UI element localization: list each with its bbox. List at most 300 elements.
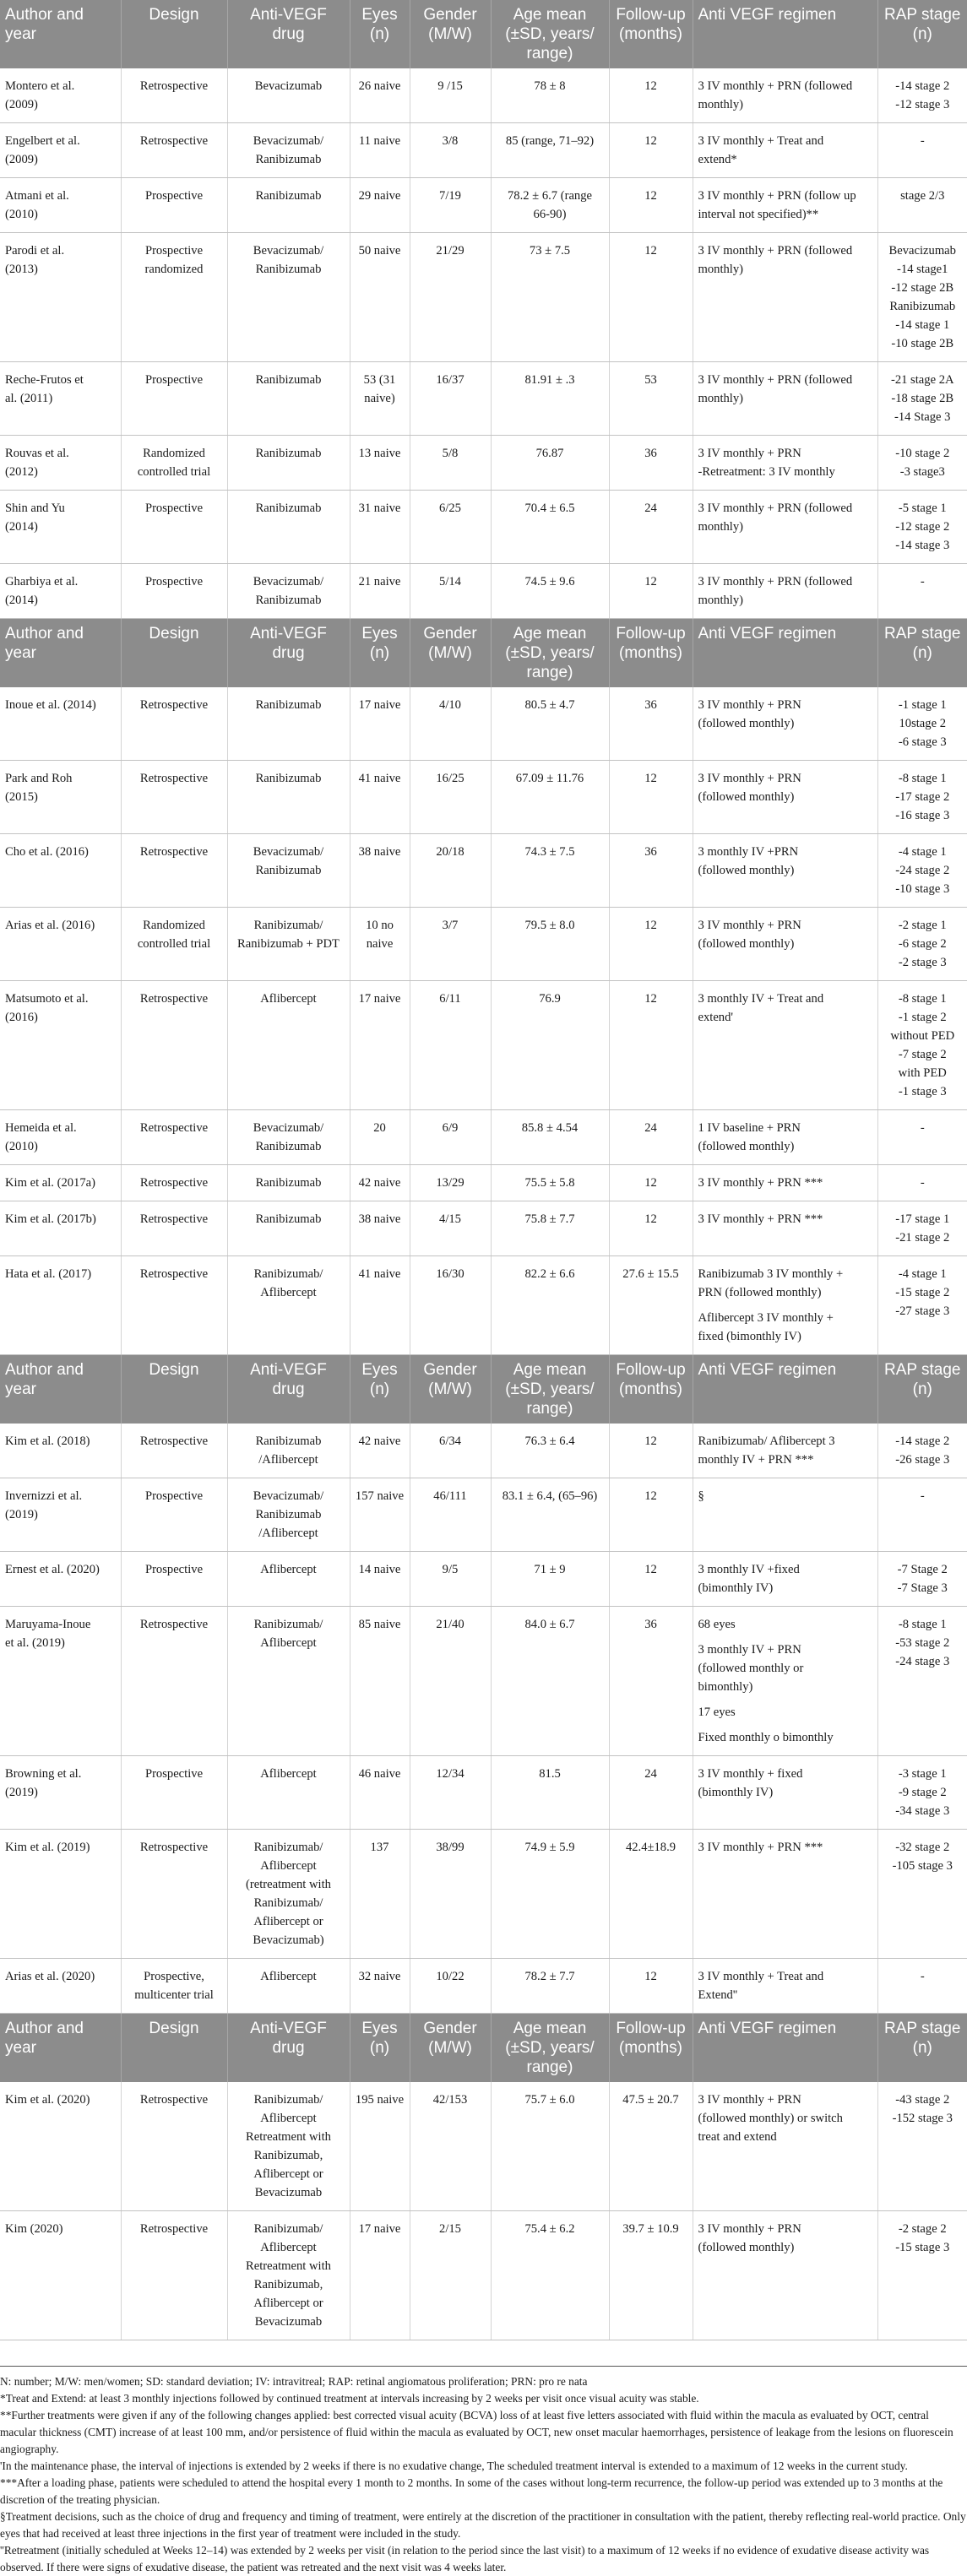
cell-anti-vegf-drug [227, 1424, 350, 1478]
cell-text: 3 IV monthly + PRN (follow up [698, 189, 856, 203]
cell-follow-up [609, 436, 693, 491]
cell-text: Prospective [144, 244, 204, 258]
cell-text: 81.91 ± .3 [524, 373, 575, 387]
cell-anti-vegf-drug [227, 1959, 350, 2014]
cell-text: -2 stage 1 [898, 919, 947, 932]
cell-design [121, 1756, 227, 1830]
cell-age-mean [491, 2211, 609, 2340]
cell-text: -9 stage 2 [898, 1786, 947, 1799]
cell-text: 36 [644, 447, 657, 460]
cell-follow-up [609, 564, 693, 619]
cell-text: Ranibizumab 3 IV monthly + [698, 1267, 844, 1281]
cell-design [121, 1424, 227, 1478]
column-header-follow-up: Follow-up (months) [609, 619, 693, 688]
cell-text: 32 naive [358, 1970, 401, 1983]
cell-follow-up [609, 1424, 693, 1478]
cell-eyes [350, 68, 410, 123]
cell-text: 82.2 ± 6.6 [524, 1267, 575, 1281]
cell-text: - [920, 1970, 925, 1983]
table-row [0, 1201, 967, 1256]
cell-text: 3 monthly IV +fixed [698, 1563, 800, 1576]
cell-text: -12 stage 2 [895, 520, 950, 534]
table-row [0, 436, 967, 491]
cell-eyes [350, 233, 410, 362]
cell-text: 16/37 [436, 373, 464, 387]
cell-text: Retrospective [139, 772, 209, 785]
cell-text: Ranibizumab/ [253, 919, 323, 932]
column-header-design: Design [121, 1355, 227, 1424]
cell-text: -10 stage 3 [895, 882, 950, 896]
cell-anti-vegf-regimen [693, 362, 877, 436]
cell-text: 9 /15 [437, 79, 463, 93]
cell-text: -8 stage 1 [898, 772, 947, 785]
cell-eyes [350, 1478, 410, 1552]
cell-text: 3/7 [442, 919, 459, 932]
cell-text: 4/10 [439, 698, 461, 712]
cell-text: Kim et al. (2017a) [5, 1176, 95, 1190]
cell-rap-stage [877, 1256, 967, 1355]
cell-anti-vegf-regimen [693, 1201, 877, 1256]
cell-text: 3 IV monthly + PRN (followed [698, 79, 853, 93]
column-header-follow-up: Follow-up (months) [609, 0, 693, 68]
cell-age-mean [491, 178, 609, 233]
cell-design [121, 1256, 227, 1355]
cell-text: without PED [890, 1029, 955, 1043]
cell-text: Ranibizumab/ Aflibercept 3 [698, 1434, 835, 1448]
cell-text: with PED [898, 1066, 947, 1080]
cell-follow-up [609, 123, 693, 178]
cell-text: (retreatment with [246, 1878, 331, 1891]
cell-text: Fixed monthly o bimonthly [698, 1731, 834, 1744]
cell-text: -2 stage 3 [898, 956, 947, 969]
cell-text: Prospective [144, 1767, 204, 1781]
cell-rap-stage [877, 362, 967, 436]
cell-text: 74.3 ± 7.5 [524, 845, 575, 859]
cell-text: 24 [644, 1121, 657, 1135]
column-header-age-mean: Age mean (±SD, years/ range) [491, 0, 609, 68]
table-row [0, 233, 967, 362]
column-header-rap-stage: RAP stage (n) [877, 2014, 967, 2083]
column-header-rap-stage: RAP stage (n) [877, 619, 967, 688]
cell-text: Atmani et al. [5, 189, 69, 203]
cell-anti-vegf-regimen [693, 564, 877, 619]
cell-text: 17 eyes [698, 1706, 736, 1719]
cell-author-year [0, 2211, 121, 2340]
cell-follow-up [609, 233, 693, 362]
cell-text: Prospective [144, 502, 204, 515]
cell-text: Ranibizumab [889, 300, 956, 313]
cell-text: Retrospective [139, 1176, 209, 1190]
cell-design [121, 981, 227, 1110]
cell-text: Prospective [144, 1489, 204, 1503]
cell-text: 3 IV monthly + PRN *** [698, 1176, 823, 1190]
cell-design [121, 1478, 227, 1552]
cell-author-year [0, 1256, 121, 1355]
cell-text: 21/40 [436, 1618, 464, 1631]
cell-text: Bevacizumab [254, 2186, 323, 2199]
cell-text: 75.4 ± 6.2 [524, 2222, 575, 2236]
cell-text: 195 naive [355, 2093, 405, 2107]
cell-anti-vegf-drug [227, 2211, 350, 2340]
cell-text: Aflibercept or [253, 2167, 323, 2181]
column-header-eyes: Eyes (n) [350, 1355, 410, 1424]
cell-text: 13/29 [436, 1176, 464, 1190]
cell-text: 12 [644, 992, 657, 1006]
cell-gender [410, 834, 491, 908]
cell-eyes [350, 687, 410, 761]
cell-text: 137 [370, 1841, 389, 1854]
cell-follow-up [609, 178, 693, 233]
table-row [0, 1165, 967, 1201]
cell-anti-vegf-drug [227, 123, 350, 178]
cell-anti-vegf-drug [227, 834, 350, 908]
cell-eyes [350, 491, 410, 564]
cell-text: naive) [364, 392, 395, 405]
table-row [0, 908, 967, 981]
cell-author-year [0, 233, 121, 362]
column-header-author-year: Author and year [0, 1355, 121, 1424]
cell-text: Retrospective [139, 1841, 209, 1854]
cell-anti-vegf-drug [227, 1830, 350, 1959]
cell-text: -12 stage 2B [891, 281, 954, 295]
cell-text: 68 eyes [698, 1618, 736, 1631]
cell-design [121, 1830, 227, 1959]
cell-text: extend' [698, 1011, 734, 1024]
column-header-follow-up: Follow-up (months) [609, 1355, 693, 1424]
cell-text: (2010) [5, 1140, 38, 1153]
footnote: ''Retreatment (initially scheduled at Weeks 12–14) was extended by 2 weeks per visit (in relation to the period since the last visit) to a maximum of 12 weeks if no evidence of exudative disease activity was observed. If there were signs of exudative disease, the patient was retreated and the next visit was 4 weeks later. [0, 2544, 930, 2573]
cell-text: 3 IV monthly + PRN [698, 919, 801, 932]
cell-text: Retrospective [139, 1267, 209, 1281]
cell-gender [410, 2082, 491, 2211]
cell-text: 3/8 [442, 134, 459, 148]
cell-follow-up [609, 1201, 693, 1256]
cell-text: Retreatment with [246, 2130, 331, 2144]
cell-text: 12 [644, 575, 657, 588]
cell-text: -4 stage 1 [898, 1267, 947, 1281]
cell-text: Maruyama-Inoue [5, 1618, 91, 1631]
cell-gender [410, 564, 491, 619]
cell-text: 78 ± 8 [534, 79, 566, 93]
cell-text: 6/9 [442, 1121, 459, 1135]
cell-text: -17 stage 2 [895, 790, 950, 804]
cell-text: 36 [644, 698, 657, 712]
cell-age-mean [491, 123, 609, 178]
cell-text: Hemeida et al. [5, 1121, 77, 1135]
cell-text: Retrospective [139, 1121, 209, 1135]
cell-gender [410, 1478, 491, 1552]
cell-anti-vegf-regimen [693, 1552, 877, 1607]
cell-gender [410, 2211, 491, 2340]
cell-text: -1 stage 1 [898, 698, 947, 712]
cell-text: monthly IV + PRN *** [698, 1453, 814, 1467]
column-header-design: Design [121, 619, 227, 688]
cell-text: 3 IV monthly + PRN [698, 772, 801, 785]
cell-author-year [0, 1607, 121, 1756]
cell-text: Retrospective [139, 1434, 209, 1448]
cell-age-mean [491, 1607, 609, 1756]
column-header-age-mean: Age mean (±SD, years/ range) [491, 619, 609, 688]
cell-author-year [0, 68, 121, 123]
cell-text: 20 [373, 1121, 386, 1135]
footnote: *Treat and Extend: at least 3 monthly injections followed by continued treatment at intervals increasing by 2 weeks per visit once visual acuity was stable. [0, 2392, 699, 2405]
cell-text: 3 IV monthly + PRN (followed [698, 244, 853, 258]
cell-text: 78.2 ± 6.7 (range [507, 189, 592, 203]
cell-rap-stage [877, 687, 967, 761]
cell-text: 42/153 [432, 2093, 468, 2107]
cell-text: -152 stage 3 [892, 2112, 953, 2125]
cell-text: (followed monthly or [698, 1662, 804, 1675]
cell-text: 3 IV monthly + PRN *** [698, 1841, 823, 1854]
cell-text: monthly) [698, 520, 744, 534]
cell-text: Ranibizumab [255, 864, 322, 877]
cell-text: Ranibizumab [255, 447, 322, 460]
table-row [0, 362, 967, 436]
column-header-age-mean: Age mean (±SD, years/ range) [491, 2014, 609, 2083]
cell-text: 12 [644, 1563, 657, 1576]
cell-text: Bevacizumab/ [253, 1121, 324, 1135]
cell-text: 83.1 ± 6.4, (65–96) [502, 1489, 598, 1503]
cell-text: Aflibercept 3 IV monthly + [698, 1311, 834, 1325]
table-row [0, 1256, 967, 1355]
cell-rap-stage [877, 1607, 967, 1756]
cell-follow-up [609, 1165, 693, 1201]
cell-text: 13 naive [358, 447, 401, 460]
table-row [0, 2211, 967, 2340]
cell-text: -14 stage 2 [895, 79, 950, 93]
cell-author-year [0, 1110, 121, 1165]
table-row [0, 1959, 967, 2014]
cell-text: - [920, 1176, 925, 1190]
cell-text: -5 stage 1 [898, 502, 947, 515]
cell-text: Kim et al. (2020) [5, 2093, 90, 2107]
cell-eyes [350, 1830, 410, 1959]
cell-text: 42.4±18.9 [625, 1841, 676, 1854]
cell-follow-up [609, 362, 693, 436]
cell-text: 36 [644, 1618, 657, 1631]
cell-follow-up [609, 1256, 693, 1355]
cell-text: 79.5 ± 8.0 [524, 919, 575, 932]
cell-text: 9/5 [442, 1563, 459, 1576]
cell-text: Kim et al. (2018) [5, 1434, 90, 1448]
cell-text: Park and Roh [5, 772, 73, 785]
cell-text: 21/29 [436, 244, 464, 258]
cell-text: Ranibizumab [255, 263, 322, 276]
cell-rap-stage [877, 1830, 967, 1959]
cell-text: (followed monthly) [698, 717, 795, 730]
cell-eyes [350, 436, 410, 491]
column-header-gender: Gender (M/W) [410, 2014, 491, 2083]
footnote: N: number; M/W: men/women; SD: standard deviation; IV: intravitreal; RAP: retinal angiomatous proliferation; PRN: pro re nata [0, 2375, 588, 2388]
cell-text: 2/15 [439, 2222, 461, 2236]
cell-text: Ranibizumab [255, 153, 322, 166]
footnote: ***After a loading phase, patients were scheduled to attend the hospital every 1 month to 2 months. In some of the cases without long-term recurrence, the follow-up period was extended up to 3 months at the discretion of the treating physician. [0, 2476, 943, 2506]
cell-text: 46 naive [358, 1767, 401, 1781]
column-header-rap-stage: RAP stage (n) [877, 0, 967, 68]
cell-text: 10stage 2 [899, 717, 947, 730]
cell-text: 3 IV monthly + PRN (followed [698, 373, 853, 387]
cell-text: Aflibercept or [253, 2297, 323, 2310]
cell-text: Randomized [143, 919, 205, 932]
cell-text: -18 stage 2B [891, 392, 954, 405]
cell-text: 74.5 ± 9.6 [524, 575, 575, 588]
cell-design [121, 1110, 227, 1165]
cell-text: -2 stage 2 [898, 2222, 947, 2236]
cell-text: 85.8 ± 4.54 [521, 1121, 579, 1135]
cell-text: 42 naive [358, 1434, 401, 1448]
cell-text: Prospective [144, 373, 204, 387]
table-row [0, 1110, 967, 1165]
cell-eyes [350, 1256, 410, 1355]
cell-text: Aflibercept [260, 1286, 317, 1299]
cell-text: -17 stage 1 [895, 1212, 950, 1226]
cell-text: 74.9 ± 5.9 [524, 1841, 575, 1854]
cell-text: Ranibizumab [255, 772, 322, 785]
cell-rap-stage [877, 564, 967, 619]
cell-text: Reche-Frutos et [5, 373, 84, 387]
cell-text: (2014) [5, 520, 38, 534]
cell-text: (followed monthly) or switch [698, 2112, 843, 2125]
cell-text: /Aflibercept [258, 1453, 318, 1467]
cell-text: 7/19 [439, 189, 461, 203]
header-row [0, 0, 967, 68]
cell-design [121, 761, 227, 834]
cell-gender [410, 1424, 491, 1478]
cell-rap-stage [877, 1478, 967, 1552]
cell-rap-stage [877, 761, 967, 834]
cell-text: 5/8 [442, 447, 459, 460]
cell-follow-up [609, 2211, 693, 2340]
cell-age-mean [491, 1256, 609, 1355]
cell-gender [410, 1756, 491, 1830]
cell-eyes [350, 362, 410, 436]
cell-text: Rouvas et al. [5, 447, 69, 460]
cell-rap-stage [877, 1110, 967, 1165]
cell-anti-vegf-regimen [693, 1165, 877, 1201]
cell-text: Ranibizumab/ [253, 2093, 323, 2107]
cell-text: Retrospective [139, 992, 209, 1006]
cell-text: -10 stage 2 [895, 447, 950, 460]
cell-text: (2015) [5, 790, 38, 804]
cell-text: (2019) [5, 1508, 38, 1521]
cell-rap-stage [877, 2211, 967, 2340]
cell-text: (followed monthly) [698, 790, 795, 804]
cell-text: -3 stage3 [899, 465, 945, 479]
cell-follow-up [609, 908, 693, 981]
cell-text: Retreatment with [246, 2259, 331, 2273]
cell-text: -21 stage 2A [890, 373, 954, 387]
table-row [0, 1830, 967, 1959]
cell-text: Bevacizumab [888, 244, 956, 258]
cell-eyes [350, 981, 410, 1110]
cell-author-year [0, 1201, 121, 1256]
cell-text: -32 stage 2 [895, 1841, 950, 1854]
cell-rap-stage [877, 1165, 967, 1201]
cell-anti-vegf-regimen [693, 1756, 877, 1830]
cell-text: Aflibercept [260, 1970, 317, 1983]
cell-text: PRN (followed monthly) [698, 1286, 822, 1299]
cell-age-mean [491, 761, 609, 834]
cell-text: Ranibizumab + PDT [237, 937, 340, 951]
cell-anti-vegf-regimen [693, 1424, 877, 1478]
cell-author-year [0, 564, 121, 619]
cell-text: -6 stage 3 [898, 735, 947, 749]
cell-text: 12 [644, 244, 657, 258]
cell-text: 76.9 [539, 992, 561, 1006]
cell-anti-vegf-drug [227, 436, 350, 491]
cell-text: 12 [644, 189, 657, 203]
table-row [0, 2082, 967, 2211]
cell-text: 12 [644, 1212, 657, 1226]
cell-text: Retrospective [139, 845, 209, 859]
cell-rap-stage [877, 1201, 967, 1256]
cell-text: (followed monthly) [698, 1140, 795, 1153]
cell-design [121, 491, 227, 564]
cell-text: 12 [644, 1970, 657, 1983]
cell-age-mean [491, 1424, 609, 1478]
cell-anti-vegf-regimen [693, 1830, 877, 1959]
cell-anti-vegf-drug [227, 1607, 350, 1756]
cell-anti-vegf-regimen [693, 1478, 877, 1552]
cell-eyes [350, 834, 410, 908]
cell-design [121, 123, 227, 178]
cell-text: Aflibercept [260, 2241, 317, 2254]
cell-text: -4 stage 1 [898, 845, 947, 859]
cell-text: Kim (2020) [5, 2222, 63, 2236]
cell-author-year [0, 1959, 121, 2014]
column-header-gender: Gender (M/W) [410, 0, 491, 68]
cell-eyes [350, 564, 410, 619]
cell-text: naive [366, 937, 394, 951]
cell-gender [410, 1959, 491, 2014]
cell-text: Retrospective [139, 698, 209, 712]
cell-design [121, 1959, 227, 2014]
cell-text: -Retreatment: 3 IV monthly [698, 465, 835, 479]
table-row [0, 491, 967, 564]
cell-text: Aflibercept [260, 1859, 317, 1873]
column-header-rap-stage: RAP stage (n) [877, 1355, 967, 1424]
cell-text: 38 naive [358, 845, 401, 859]
cell-text: 46/111 [433, 1489, 467, 1503]
cell-text: Matsumoto et al. [5, 992, 89, 1006]
cell-text: Ranibizumab [255, 698, 322, 712]
cell-follow-up [609, 1110, 693, 1165]
cell-text: Retrospective [139, 79, 209, 93]
cell-text: -1 stage 3 [898, 1085, 947, 1098]
cell-anti-vegf-drug [227, 491, 350, 564]
cell-text: Ranibizumab [255, 1434, 322, 1448]
cell-text: et al. (2019) [5, 1636, 65, 1650]
cell-rap-stage [877, 2082, 967, 2211]
cell-text: Ranibizumab, [253, 2149, 323, 2162]
cell-anti-vegf-drug [227, 362, 350, 436]
cell-author-year [0, 834, 121, 908]
cell-rap-stage [877, 491, 967, 564]
cell-text: -8 stage 1 [898, 992, 947, 1006]
cell-text: 42 naive [358, 1176, 401, 1190]
cell-anti-vegf-regimen [693, 908, 877, 981]
cell-text: (bimonthly IV) [698, 1581, 774, 1595]
cell-text: Aflibercept [260, 1636, 317, 1650]
cell-anti-vegf-drug [227, 178, 350, 233]
cell-anti-vegf-regimen [693, 834, 877, 908]
cell-eyes [350, 761, 410, 834]
cell-text: -6 stage 2 [898, 937, 947, 951]
cell-gender [410, 436, 491, 491]
table-row [0, 981, 967, 1110]
cell-text: 12 [644, 1434, 657, 1448]
cell-text: Parodi et al. [5, 244, 65, 258]
